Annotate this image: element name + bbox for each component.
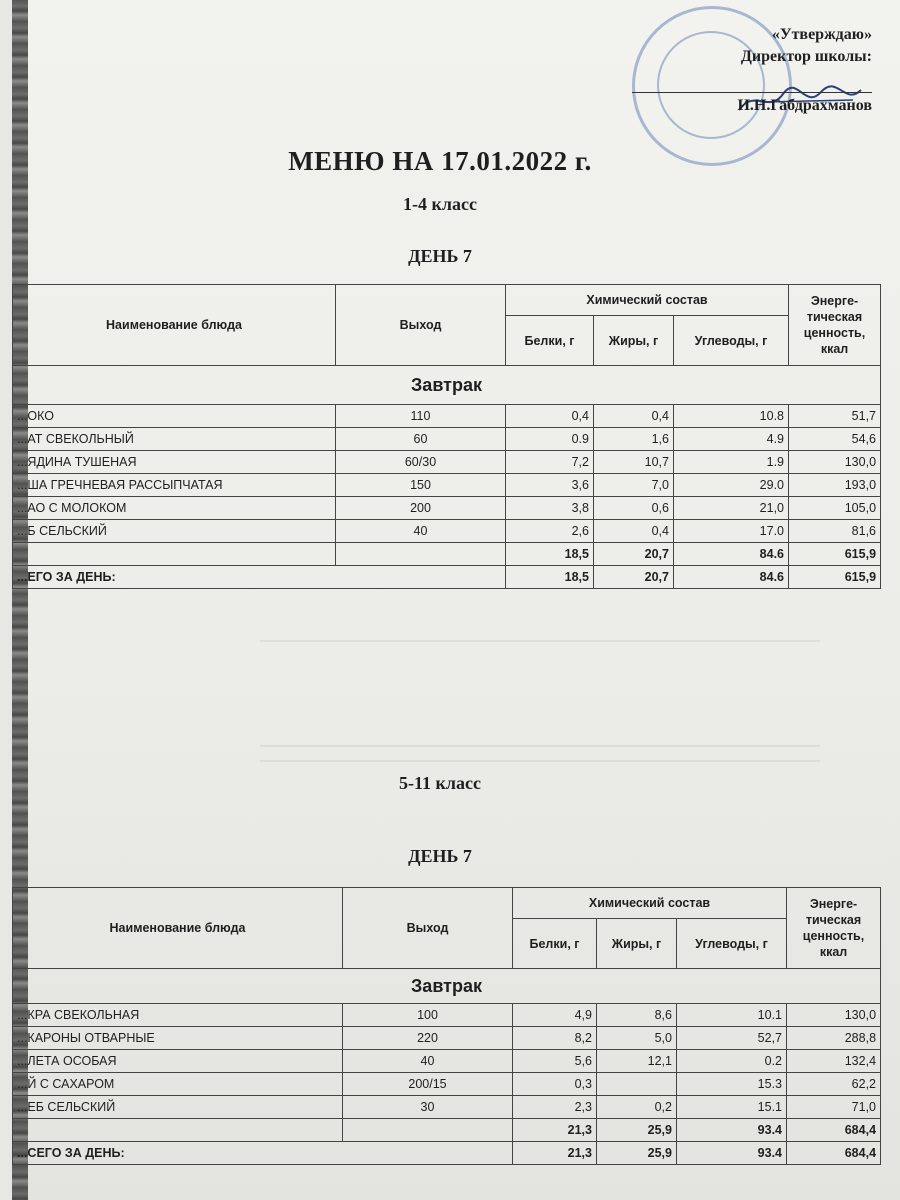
- table-row: [13, 520, 881, 543]
- day-label: ДЕНЬ 7: [408, 846, 472, 866]
- dish-energy: 193,0: [789, 474, 881, 497]
- subtotal-output: [343, 1119, 513, 1142]
- dish-energy: 81,6: [789, 520, 881, 543]
- day-total-carbs: 84.6: [674, 566, 789, 589]
- header-energy: Энерге-тическая ценность, ккал: [787, 888, 881, 969]
- day-total-fat: 20,7: [594, 566, 674, 589]
- meal-section-label: Завтрак: [13, 366, 881, 405]
- dish-carbs: 1.9: [674, 451, 789, 474]
- header-dish-name: Наименование блюда: [13, 285, 336, 366]
- table-row: [13, 1004, 881, 1027]
- table-row: [13, 1073, 881, 1096]
- dish-name: ...Б СЕЛЬСКИЙ: [13, 520, 336, 543]
- subtotal-protein: 21,3: [513, 1119, 597, 1142]
- table-row: [13, 474, 881, 497]
- dish-carbs: 15.1: [677, 1096, 787, 1119]
- header-chemical-composition: Химический состав: [506, 285, 789, 316]
- dish-carbs: 17.0: [674, 520, 789, 543]
- day-total-energy: 684,4: [787, 1142, 881, 1165]
- scan-artifact: [260, 745, 820, 747]
- dish-name: ...КРА СВЕКОЛЬНАЯ: [13, 1004, 343, 1027]
- dish-energy: 132,4: [787, 1050, 881, 1073]
- header-output: Выход: [336, 285, 506, 366]
- header-fat: Жиры, г: [597, 919, 677, 969]
- day-total-label: ...СЕГО ЗА ДЕНЬ:: [13, 1142, 513, 1165]
- day-total-label: ...ЕГО ЗА ДЕНЬ:: [13, 566, 506, 589]
- scan-artifact: [260, 640, 820, 642]
- dish-fat: 0,6: [594, 497, 674, 520]
- dish-output: 150: [336, 474, 506, 497]
- subtotal-carbs: 84.6: [674, 543, 789, 566]
- dish-output: 30: [343, 1096, 513, 1119]
- dish-energy: 288,8: [787, 1027, 881, 1050]
- dish-fat: [597, 1073, 677, 1096]
- subtotal-energy: 615,9: [789, 543, 881, 566]
- dish-protein: 2,3: [513, 1096, 597, 1119]
- dish-name: ...КАРОНЫ ОТВАРНЫЕ: [13, 1027, 343, 1050]
- subtotal-energy: 684,4: [787, 1119, 881, 1142]
- dish-carbs: 10.8: [674, 405, 789, 428]
- subtotal-fat: 25,9: [597, 1119, 677, 1142]
- day-total-protein: 21,3: [513, 1142, 597, 1165]
- table-row: [13, 451, 881, 474]
- header-dish-name: Наименование блюда: [13, 888, 343, 969]
- day-total-protein: 18,5: [506, 566, 594, 589]
- dish-energy: 71,0: [787, 1096, 881, 1119]
- subtotal-protein: 18,5: [506, 543, 594, 566]
- dish-fat: 5,0: [597, 1027, 677, 1050]
- approval-position: Директор школы:: [740, 48, 872, 65]
- dish-energy: 130,0: [787, 1004, 881, 1027]
- dish-name: ...ОКО: [13, 405, 336, 428]
- dish-protein: 2,6: [506, 520, 594, 543]
- header-carbs: Углеводы, г: [674, 316, 789, 366]
- dish-fat: 1,6: [594, 428, 674, 451]
- dish-fat: 0,4: [594, 405, 674, 428]
- dish-protein: 5,6: [513, 1050, 597, 1073]
- day-total-row: [13, 566, 881, 589]
- signature-line: [632, 92, 872, 93]
- header-energy: Энерге-тическая ценность, ккал: [789, 285, 881, 366]
- menu-title: МЕНЮ НА 17.01.2022 г.: [288, 146, 592, 176]
- header-protein: Белки, г: [506, 316, 594, 366]
- dish-name: ...АТ СВЕКОЛЬНЫЙ: [13, 428, 336, 451]
- dish-output: 110: [336, 405, 506, 428]
- dish-name: ...ЕБ СЕЛЬСКИЙ: [13, 1096, 343, 1119]
- dish-carbs: 52,7: [677, 1027, 787, 1050]
- dish-output: 200/15: [343, 1073, 513, 1096]
- dish-fat: 7,0: [594, 474, 674, 497]
- subtotal-output: [336, 543, 506, 566]
- dish-name: ...Й С САХАРОМ: [13, 1073, 343, 1096]
- dish-carbs: 15.3: [677, 1073, 787, 1096]
- dish-protein: 3,8: [506, 497, 594, 520]
- subtotal-carbs: 93.4: [677, 1119, 787, 1142]
- dish-fat: 0,2: [597, 1096, 677, 1119]
- dish-energy: 62,2: [787, 1073, 881, 1096]
- dish-fat: 0,4: [594, 520, 674, 543]
- grade-label: 1-4 класс: [403, 194, 477, 214]
- approval-block: [622, 24, 872, 117]
- dish-output: 220: [343, 1027, 513, 1050]
- table-row: [13, 1096, 881, 1119]
- subtotal-label: [13, 543, 336, 566]
- table-row: [13, 1050, 881, 1073]
- dish-output: 200: [336, 497, 506, 520]
- header-chemical-composition: Химический состав: [513, 888, 787, 919]
- menu-table: [12, 284, 881, 589]
- dish-output: 60/30: [336, 451, 506, 474]
- dish-name: ...ЛЕТА ОСОБАЯ: [13, 1050, 343, 1073]
- approval-signer: И.Н.Габдрахманов: [737, 97, 872, 114]
- meal-section-label: Завтрак: [13, 969, 881, 1004]
- subtotal-row: [13, 1119, 881, 1142]
- header-protein: Белки, г: [513, 919, 597, 969]
- day-total-carbs: 93.4: [677, 1142, 787, 1165]
- day-total-energy: 615,9: [789, 566, 881, 589]
- dish-carbs: 21,0: [674, 497, 789, 520]
- dish-name: ...ЯДИНА ТУШЕНАЯ: [13, 451, 336, 474]
- header-fat: Жиры, г: [594, 316, 674, 366]
- dish-protein: 7,2: [506, 451, 594, 474]
- dish-protein: 8,2: [513, 1027, 597, 1050]
- dish-carbs: 29.0: [674, 474, 789, 497]
- grade-label: 5-11 класс: [399, 773, 481, 793]
- table-row: [13, 497, 881, 520]
- scan-artifact: [260, 760, 820, 762]
- subtotal-fat: 20,7: [594, 543, 674, 566]
- day-label: ДЕНЬ 7: [408, 246, 472, 266]
- dish-carbs: 0.2: [677, 1050, 787, 1073]
- header-output: Выход: [343, 888, 513, 969]
- subtotal-row: [13, 543, 881, 566]
- dish-carbs: 4.9: [674, 428, 789, 451]
- approval-label: «Утверждаю»: [771, 26, 872, 43]
- dish-output: 100: [343, 1004, 513, 1027]
- dish-protein: 3,6: [506, 474, 594, 497]
- dish-output: 40: [343, 1050, 513, 1073]
- dish-energy: 105,0: [789, 497, 881, 520]
- subtotal-label: [13, 1119, 343, 1142]
- table-row: [13, 428, 881, 451]
- dish-protein: 0,3: [513, 1073, 597, 1096]
- day-total-row: [13, 1142, 881, 1165]
- dish-name: ...ША ГРЕЧНЕВАЯ РАССЫПЧАТАЯ: [13, 474, 336, 497]
- dish-protein: 0.9: [506, 428, 594, 451]
- dish-energy: 51,7: [789, 405, 881, 428]
- day-total-fat: 25,9: [597, 1142, 677, 1165]
- dish-protein: 0,4: [506, 405, 594, 428]
- menu-table: [12, 887, 881, 1165]
- dish-fat: 8,6: [597, 1004, 677, 1027]
- dish-output: 40: [336, 520, 506, 543]
- header-carbs: Углеводы, г: [677, 919, 787, 969]
- dish-protein: 4,9: [513, 1004, 597, 1027]
- table-row: [13, 1027, 881, 1050]
- dish-fat: 10,7: [594, 451, 674, 474]
- dish-energy: 54,6: [789, 428, 881, 451]
- dish-carbs: 10.1: [677, 1004, 787, 1027]
- dish-fat: 12,1: [597, 1050, 677, 1073]
- dish-name: ...АО С МОЛОКОМ: [13, 497, 336, 520]
- dish-energy: 130,0: [789, 451, 881, 474]
- table-row: [13, 405, 881, 428]
- dish-output: 60: [336, 428, 506, 451]
